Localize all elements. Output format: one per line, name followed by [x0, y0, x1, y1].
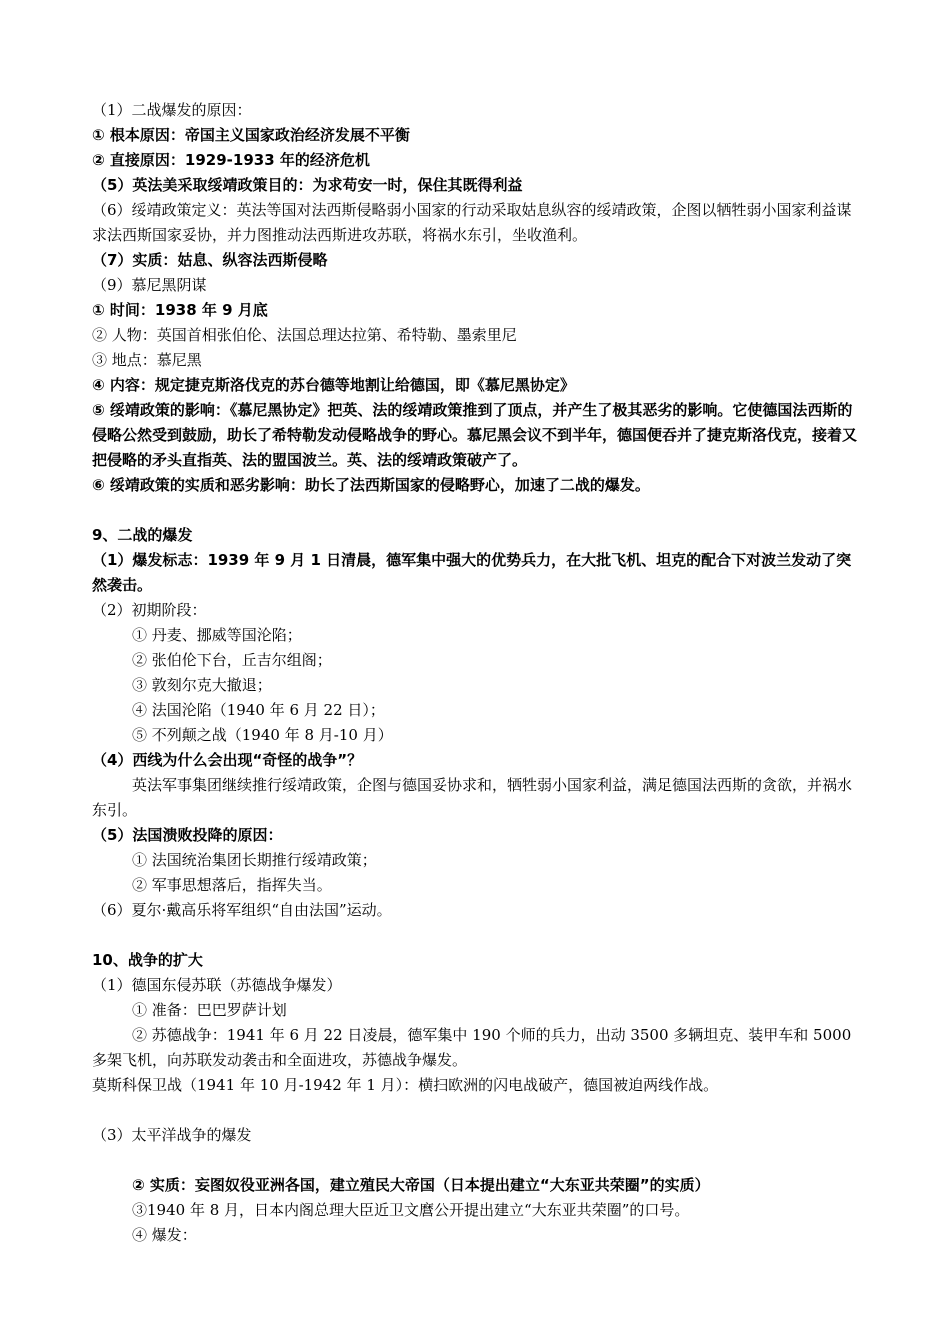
paragraph: ⑤ 绥靖政策的影响：《慕尼黑协定》把英、法的绥靖政策推到了顶点，并产生了极其恶劣的影响。它使德国法西斯的侵略公然受到鼓励，助长了希特勒发动侵略战争的野心。慕尼黑会议不到半年，德国便吞并了捷克斯洛伐克，接着又把侵略的矛头直指英、法的盟国波兰。英、法的绥靖政策破产了。	[92, 401, 858, 469]
blank-line	[92, 1148, 862, 1173]
list-item: ③ 敦刻尔克大撤退；	[132, 676, 272, 694]
text-line: （6）夏尔·戴高乐将军组织“自由法国”运动。	[92, 901, 392, 919]
text-line: 莫斯科保卫战（1941 年 10 月-1942 年 1 月）：横扫欧洲的闪电战破产，德国被迫两线作战。	[92, 1076, 719, 1094]
list-item: ② 实质：妄图奴役亚洲各国，建立殖民大帝国（日本提出建立“大东亚共荣圈”的实质）	[132, 1176, 710, 1194]
text-line: ⑥ 绥靖政策的实质和恶劣影响：助长了法西斯国家的侵略野心，加速了二战的爆发。	[92, 476, 650, 494]
section-heading: 9、二战的爆发	[92, 526, 193, 544]
text-line: （1）二战爆发的原因：	[92, 101, 252, 119]
text-line: （1）德国东侵苏联（苏德战争爆发）	[92, 976, 342, 994]
text-line: ② 人物：英国首相张伯伦、法国总理达拉第、希特勒、墨索里尼	[92, 326, 517, 344]
text-line: （7）实质：姑息、纵容法西斯侵略	[92, 251, 328, 269]
list-item: ① 法国统治集团长期推行绥靖政策；	[132, 851, 377, 869]
blank-line	[92, 498, 862, 523]
list-item: ① 丹麦、挪威等国沦陷；	[132, 626, 302, 644]
blank-line	[92, 923, 862, 948]
text-line: （3）太平洋战争的爆发	[92, 1126, 252, 1144]
text-line: （2）初期阶段：	[92, 601, 207, 619]
list-item: ② 张伯伦下台，丘吉尔组阁；	[132, 651, 332, 669]
list-item: ③1940 年 8 月，日本内阁总理大臣近卫文麿公开提出建立“大东亚共荣圈”的口号。	[132, 1201, 690, 1219]
list-item: ④ 法国沦陷（1940 年 6 月 22 日）；	[132, 701, 385, 719]
text-line: （5）法国溃败投降的原因：	[92, 826, 283, 844]
text-line: （4）西线为什么会出现“奇怪的战争”？	[92, 751, 363, 769]
paragraph: ② 苏德战争：1941 年 6 月 22 日凌晨，德军集中 190 个师的兵力，出动 3500 多辆坦克、装甲车和 5000 多架飞机，向苏联发动袭击和全面进攻，苏德战争爆发。	[92, 1026, 852, 1069]
text-line: ① 根本原因：帝国主义国家政治经济发展不平衡	[92, 126, 410, 144]
list-item: ① 准备：巴巴罗萨计划	[132, 1001, 287, 1019]
text-line: ② 直接原因：1929-1933 年的经济危机	[92, 151, 370, 169]
text-line: （9）慕尼黑阴谋	[92, 276, 207, 294]
text-line: ④ 内容：规定捷克斯洛伐克的苏台德等地割让给德国，即《慕尼黑协定》	[92, 376, 575, 394]
list-item: ⑤ 不列颠之战（1940 年 8 月-10 月）	[132, 726, 393, 744]
section-heading: 10、战争的扩大	[92, 951, 203, 969]
list-item: ② 军事思想落后，指挥失当。	[132, 876, 332, 894]
paragraph: 英法军事集团继续推行绥靖政策，企图与德国妥协求和，牺牲弱小国家利益，满足德国法西斯的贪欲，并祸水东引。	[92, 776, 853, 819]
document-body	[92, 98, 862, 1248]
text-line: （5）英法美采取绥靖政策目的：为求苟安一时，保住其既得利益	[92, 176, 523, 194]
list-item: ④ 爆发：	[132, 1226, 197, 1244]
text-line: ① 时间：1938 年 9 月底	[92, 301, 268, 319]
text-line: ③ 地点：慕尼黑	[92, 351, 202, 369]
blank-line	[92, 1098, 862, 1123]
paragraph: （1）爆发标志：1939 年 9 月 1 日清晨，德军集中强大的优势兵力，在大批飞机、坦克的配合下对波兰发动了突然袭击。	[92, 551, 852, 594]
paragraph: （6）绥靖政策定义：英法等国对法西斯侵略弱小国家的行动采取姑息纵容的绥靖政策，企图以牺牲弱小国家利益谋求法西斯国家妥协，并力图推动法西斯进攻苏联，将祸水东引，坐收渔利。	[92, 201, 852, 244]
